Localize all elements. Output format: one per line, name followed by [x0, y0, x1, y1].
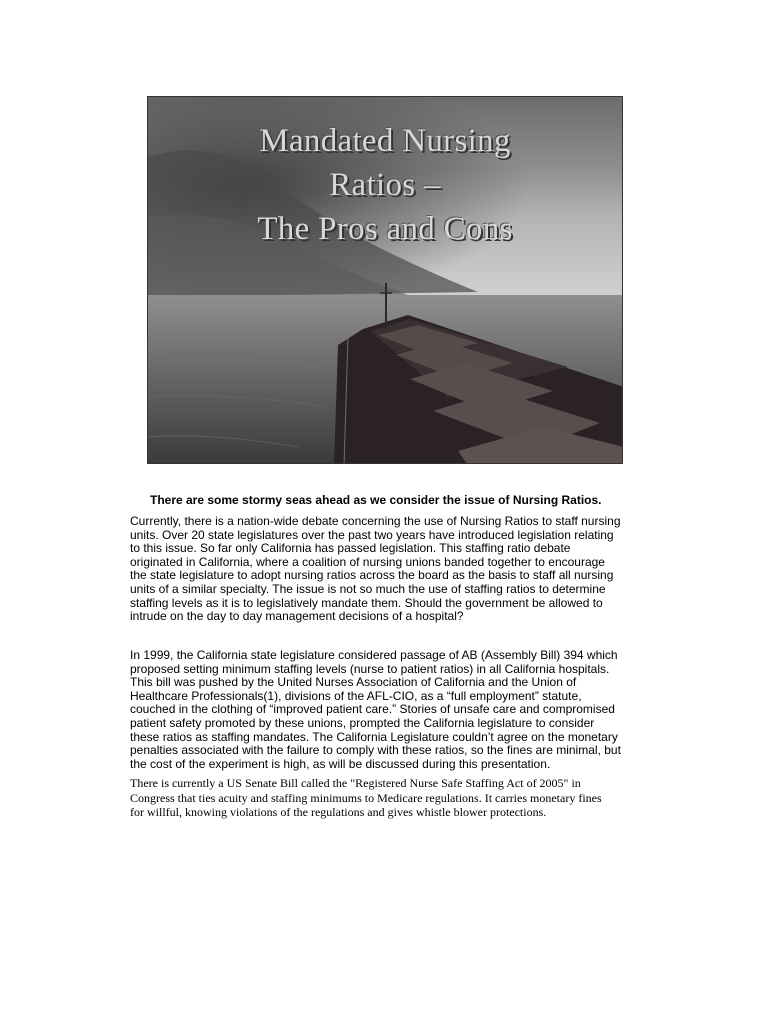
text-line: for willful, knowing violations of the regulations and gives whistle blower protections. — [130, 805, 547, 819]
text-line: to this issue. So far only California has passed legislation. This staffing ratio debate — [130, 541, 571, 556]
paragraph-2 — [130, 649, 650, 771]
text-line: couched in the clothing of “improved patient care.” Stories of unsafe care and compromised — [130, 702, 615, 717]
text-line: Congress that ties acuity and staffing minimums to Medicare regulations. It carries monetary fines — [130, 790, 602, 805]
slide-title-line: Ratios – — [329, 167, 441, 203]
slide-title-line: The Pros and Cons — [257, 211, 513, 247]
slide-title — [148, 119, 622, 251]
paragraph-3 — [130, 776, 650, 820]
text-line: the cost of the experiment is high, as will be discussed during this presentation. — [130, 756, 551, 771]
text-line: There is currently a US Senate Bill called the "Registered Nurse Safe Staffing Act of 2005" in — [130, 776, 581, 790]
text-line: the state legislature to adopt nursing ratios across the board as the basis to staff all nursing — [130, 568, 614, 583]
text-line: In 1999, the California state legislature considered passage of AB (Assembly Bill) 394 which — [130, 648, 618, 662]
text-line: Healthcare Professionals(1), divisions of the AFL-CIO, as a “full employment” statute, — [130, 688, 582, 703]
text-line: these ratios as staffing mandates. The California Legislature couldn’t agree on the monetary — [130, 729, 618, 744]
text-line: proposed setting minimum staffing levels (nurse to patient ratios) in all California hospitals. — [130, 661, 610, 676]
text-line: units of a similar specialty. The issue is not so much the use of staffing ratios to determine — [130, 581, 606, 596]
slide-image — [147, 96, 623, 464]
text-line: intrude on the day to day management decisions of a hospital? — [130, 609, 464, 624]
image-caption: There are some stormy seas ahead as we consider the issue of Nursing Ratios. — [150, 493, 602, 507]
paragraph-1 — [130, 515, 650, 624]
text-line: originated in California, where a coalition of nursing unions banded together to encourage — [130, 554, 605, 569]
text-line: Currently, there is a nation-wide debate concerning the use of Nursing Ratios to staff nursing — [130, 514, 621, 528]
text-line: This bill was pushed by the United Nurses Association of California and the Union of — [130, 675, 577, 690]
text-line: staffing levels as it is to legislatively mandate them. Should the government be allowed to — [130, 595, 603, 610]
text-line: units. Over 20 state legislatures over the past two years have introduced legislation relating — [130, 527, 614, 542]
slide-title-line: Mandated Nursing — [259, 123, 511, 159]
text-line: penalties associated with the failure to comply with these ratios, so the fines are minimal, but — [130, 743, 621, 758]
text-line: patient safety promoted by these unions, prompted the California legislature to consider — [130, 715, 595, 730]
